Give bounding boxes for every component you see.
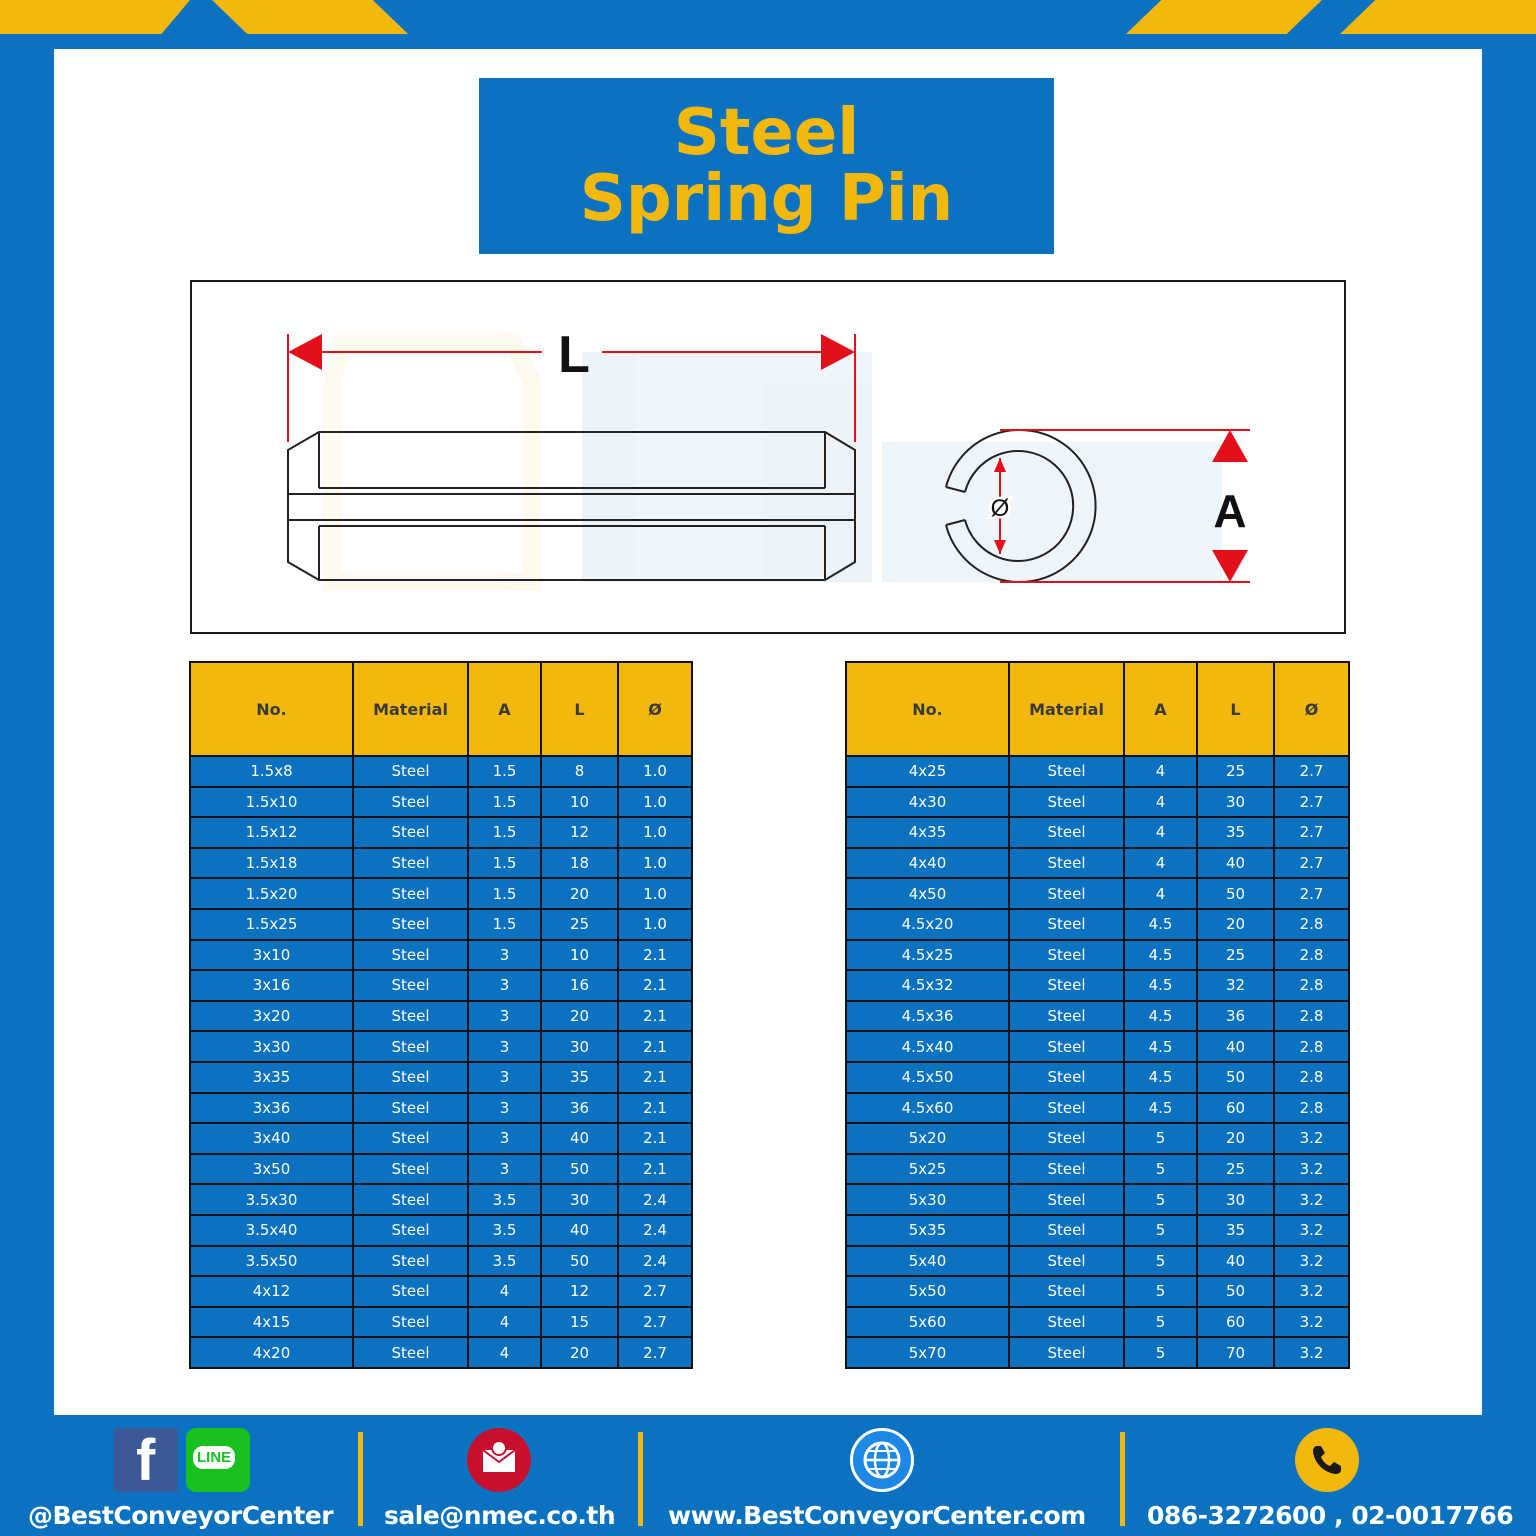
cell-material: Steel — [1009, 1123, 1124, 1154]
cell-diameter: 2.7 — [1274, 756, 1349, 787]
cell-no: 3x50 — [190, 1154, 353, 1185]
cell-diameter: 1.0 — [618, 909, 692, 940]
title-line-2: Spring Pin — [579, 162, 954, 236]
cell-l: 35 — [1197, 817, 1274, 848]
cell-material: Steel — [353, 909, 468, 940]
cell-no: 4.5x20 — [846, 909, 1009, 940]
cell-l: 30 — [541, 1031, 618, 1062]
cell-a: 4 — [1124, 848, 1197, 879]
table-row — [846, 1154, 1349, 1185]
cell-no: 4x30 — [846, 787, 1009, 818]
cell-diameter: 1.0 — [618, 787, 692, 818]
cell-a: 4.5 — [1124, 1031, 1197, 1062]
cell-no: 1.5x8 — [190, 756, 353, 787]
cell-no: 3.5x40 — [190, 1215, 353, 1246]
cell-material: Steel — [353, 787, 468, 818]
cell-l: 12 — [541, 1276, 618, 1307]
cell-material: Steel — [1009, 1031, 1124, 1062]
cell-a: 5 — [1124, 1215, 1197, 1246]
table-row — [190, 1123, 692, 1154]
table-row — [190, 1246, 692, 1277]
cell-diameter: 2.4 — [618, 1215, 692, 1246]
email-icon[interactable] — [467, 1428, 531, 1492]
cell-no: 4.5x40 — [846, 1031, 1009, 1062]
table-row — [190, 1062, 692, 1093]
cell-l: 50 — [541, 1154, 618, 1185]
table-row — [190, 1154, 692, 1185]
table-row — [846, 970, 1349, 1001]
cell-l: 20 — [1197, 1123, 1274, 1154]
cell-no: 3x35 — [190, 1062, 353, 1093]
cell-diameter: 2.1 — [618, 1031, 692, 1062]
cell-no: 4x15 — [190, 1307, 353, 1338]
cell-l: 40 — [541, 1123, 618, 1154]
table-row — [846, 1307, 1349, 1338]
cell-l: 20 — [541, 1337, 618, 1368]
top-stripe-3 — [1126, 0, 1322, 34]
cell-l: 70 — [1197, 1337, 1274, 1368]
cell-l: 50 — [1197, 878, 1274, 909]
cell-l: 15 — [541, 1307, 618, 1338]
cell-material: Steel — [1009, 1246, 1124, 1277]
cell-a: 4 — [1124, 756, 1197, 787]
cell-material: Steel — [1009, 1093, 1124, 1124]
cell-material: Steel — [1009, 970, 1124, 1001]
title-line-1: Steel — [673, 96, 860, 170]
table-row — [846, 909, 1349, 940]
cell-diameter: 2.7 — [1274, 787, 1349, 818]
cell-a: 4 — [1124, 878, 1197, 909]
table-row — [846, 817, 1349, 848]
table-row — [846, 1093, 1349, 1124]
cell-no: 4x50 — [846, 878, 1009, 909]
top-stripe-1 — [0, 0, 190, 34]
cell-l: 36 — [541, 1093, 618, 1124]
line-icon[interactable] — [186, 1428, 250, 1492]
cell-no: 4.5x60 — [846, 1093, 1009, 1124]
table-row — [190, 970, 692, 1001]
cell-l: 35 — [1197, 1215, 1274, 1246]
cell-a: 5 — [1124, 1276, 1197, 1307]
table-row — [190, 1031, 692, 1062]
cell-diameter: 2.7 — [1274, 878, 1349, 909]
cell-a: 3 — [468, 1001, 541, 1032]
cell-diameter: 2.7 — [618, 1337, 692, 1368]
cell-a: 4.5 — [1124, 940, 1197, 971]
footer-phone — [1135, 1420, 1530, 1536]
cell-no: 3.5x50 — [190, 1246, 353, 1277]
cell-diameter: 2.1 — [618, 1093, 692, 1124]
cell-a: 3 — [468, 1031, 541, 1062]
cell-l: 25 — [1197, 1154, 1274, 1185]
table-row — [846, 1276, 1349, 1307]
cell-diameter: 2.8 — [1274, 909, 1349, 940]
cell-material: Steel — [1009, 1184, 1124, 1215]
watermark-logo — [332, 342, 1222, 582]
cell-material: Steel — [353, 756, 468, 787]
globe-icon[interactable] — [850, 1428, 914, 1492]
cell-material: Steel — [353, 1093, 468, 1124]
cell-material: Steel — [1009, 1215, 1124, 1246]
phone-numbers[interactable]: 086-3272600 , 02-0017766 — [1147, 1501, 1514, 1530]
top-stripe-4 — [1340, 0, 1536, 34]
cell-diameter: 3.2 — [1274, 1276, 1349, 1307]
header-diameter: Ø — [1274, 662, 1349, 756]
footer-divider-1 — [358, 1432, 363, 1526]
cell-l: 30 — [1197, 1184, 1274, 1215]
cell-material: Steel — [1009, 787, 1124, 818]
diagram-svg — [192, 282, 1344, 632]
table-header-row — [190, 662, 692, 756]
header-l: L — [541, 662, 618, 756]
table-row — [190, 909, 692, 940]
cell-diameter: 2.8 — [1274, 1093, 1349, 1124]
facebook-icon[interactable] — [114, 1428, 178, 1492]
cell-a: 3 — [468, 1062, 541, 1093]
cell-l: 10 — [541, 940, 618, 971]
cell-a: 3 — [468, 1123, 541, 1154]
footer-contact-bar — [0, 1420, 1536, 1536]
cell-a: 4.5 — [1124, 970, 1197, 1001]
cell-diameter: 2.7 — [1274, 817, 1349, 848]
cell-diameter: 2.8 — [1274, 1001, 1349, 1032]
cell-a: 5 — [1124, 1184, 1197, 1215]
table-row — [190, 756, 692, 787]
cell-a: 3.5 — [468, 1184, 541, 1215]
cell-no: 1.5x20 — [190, 878, 353, 909]
table-row — [190, 848, 692, 879]
header-a: A — [468, 662, 541, 756]
cell-a: 4.5 — [1124, 909, 1197, 940]
top-stripe-2 — [212, 0, 408, 34]
table-row — [190, 1276, 692, 1307]
cell-no: 4.5x25 — [846, 940, 1009, 971]
table-row — [190, 940, 692, 971]
cell-l: 40 — [541, 1215, 618, 1246]
footer-website — [650, 1420, 1110, 1536]
cell-l: 50 — [541, 1246, 618, 1277]
cell-material: Steel — [353, 1031, 468, 1062]
table-row — [190, 1184, 692, 1215]
cell-a: 1.5 — [468, 909, 541, 940]
table-header-row — [846, 662, 1349, 756]
cell-material: Steel — [1009, 878, 1124, 909]
cell-a: 4.5 — [1124, 1062, 1197, 1093]
cell-no: 3x20 — [190, 1001, 353, 1032]
cell-l: 20 — [541, 878, 618, 909]
length-label: L — [558, 326, 590, 384]
cell-no: 5x40 — [846, 1246, 1009, 1277]
table-row — [190, 1001, 692, 1032]
cell-diameter: 2.8 — [1274, 1031, 1349, 1062]
cell-l: 40 — [1197, 848, 1274, 879]
footer-divider-2 — [638, 1432, 643, 1526]
table-row — [846, 787, 1349, 818]
cell-a: 1.5 — [468, 756, 541, 787]
cell-l: 16 — [541, 970, 618, 1001]
header-a: A — [1124, 662, 1197, 756]
cell-no: 5x60 — [846, 1307, 1009, 1338]
spec-table-left — [189, 661, 693, 1369]
cell-diameter: 1.0 — [618, 878, 692, 909]
cell-a: 5 — [1124, 1307, 1197, 1338]
table-row — [846, 940, 1349, 971]
cell-material: Steel — [353, 1062, 468, 1093]
cell-a: 4 — [468, 1337, 541, 1368]
footer-divider-3 — [1120, 1432, 1125, 1526]
inner-diameter-label: Ø — [990, 495, 1010, 522]
footer-social — [0, 1420, 350, 1536]
cell-a: 5 — [1124, 1123, 1197, 1154]
website-url[interactable]: www.BestConveyorCenter.com — [668, 1501, 1086, 1530]
cell-a: 3 — [468, 940, 541, 971]
cell-l: 36 — [1197, 1001, 1274, 1032]
table-row — [846, 1184, 1349, 1215]
cell-no: 3.5x30 — [190, 1184, 353, 1215]
cell-diameter: 2.7 — [618, 1307, 692, 1338]
cell-l: 50 — [1197, 1062, 1274, 1093]
cell-a: 3.5 — [468, 1215, 541, 1246]
table-row — [846, 1215, 1349, 1246]
cell-l: 20 — [541, 1001, 618, 1032]
cell-material: Steel — [1009, 909, 1124, 940]
cell-l: 60 — [1197, 1307, 1274, 1338]
table-row — [190, 878, 692, 909]
header-no: No. — [190, 662, 353, 756]
cell-diameter: 2.1 — [618, 1123, 692, 1154]
spec-table-right — [845, 661, 1350, 1369]
phone-icon[interactable] — [1295, 1428, 1359, 1492]
cell-no: 4.5x36 — [846, 1001, 1009, 1032]
cell-no: 3x16 — [190, 970, 353, 1001]
table-row — [190, 1215, 692, 1246]
line-glyph: LINE — [193, 1446, 235, 1469]
cell-no: 3x40 — [190, 1123, 353, 1154]
cell-l: 40 — [1197, 1246, 1274, 1277]
cell-diameter: 3.2 — [1274, 1154, 1349, 1185]
cell-no: 4.5x50 — [846, 1062, 1009, 1093]
cell-material: Steel — [1009, 1154, 1124, 1185]
cell-no: 5x20 — [846, 1123, 1009, 1154]
cell-no: 5x30 — [846, 1184, 1009, 1215]
cell-no: 4x25 — [846, 756, 1009, 787]
cell-no: 4x12 — [190, 1276, 353, 1307]
cell-diameter: 2.1 — [618, 970, 692, 1001]
cell-material: Steel — [1009, 1337, 1124, 1368]
cell-l: 30 — [1197, 787, 1274, 818]
cell-no: 4x35 — [846, 817, 1009, 848]
cell-no: 3x10 — [190, 940, 353, 971]
header-material: Material — [1009, 662, 1124, 756]
cell-no: 1.5x18 — [190, 848, 353, 879]
table-row — [190, 817, 692, 848]
cell-no: 3x30 — [190, 1031, 353, 1062]
cell-diameter: 1.0 — [618, 756, 692, 787]
table-row — [846, 1246, 1349, 1277]
cell-material: Steel — [353, 1307, 468, 1338]
cell-material: Steel — [1009, 848, 1124, 879]
cell-l: 40 — [1197, 1031, 1274, 1062]
cell-l: 25 — [541, 909, 618, 940]
cell-l: 12 — [541, 817, 618, 848]
cell-diameter: 2.8 — [1274, 970, 1349, 1001]
cell-material: Steel — [353, 1154, 468, 1185]
cell-l: 32 — [1197, 970, 1274, 1001]
table-row — [190, 1337, 692, 1368]
cell-diameter: 2.4 — [618, 1184, 692, 1215]
cell-no: 5x25 — [846, 1154, 1009, 1185]
header-no: No. — [846, 662, 1009, 756]
cell-l: 30 — [541, 1184, 618, 1215]
cell-l: 18 — [541, 848, 618, 879]
cell-a: 1.5 — [468, 787, 541, 818]
cell-a: 1.5 — [468, 817, 541, 848]
table-row — [846, 1337, 1349, 1368]
cell-a: 4 — [468, 1307, 541, 1338]
cell-a: 1.5 — [468, 878, 541, 909]
cell-diameter: 1.0 — [618, 848, 692, 879]
cell-l: 35 — [541, 1062, 618, 1093]
cell-material: Steel — [1009, 1062, 1124, 1093]
cell-diameter: 3.2 — [1274, 1215, 1349, 1246]
cell-no: 4.5x32 — [846, 970, 1009, 1001]
table-row — [190, 787, 692, 818]
header-material: Material — [353, 662, 468, 756]
cell-a: 4 — [1124, 787, 1197, 818]
cell-no: 5x70 — [846, 1337, 1009, 1368]
cell-material: Steel — [353, 970, 468, 1001]
cell-diameter: 2.1 — [618, 1062, 692, 1093]
cell-a: 5 — [1124, 1337, 1197, 1368]
cell-material: Steel — [353, 1184, 468, 1215]
cell-material: Steel — [353, 1123, 468, 1154]
cell-material: Steel — [353, 1337, 468, 1368]
cell-material: Steel — [353, 1246, 468, 1277]
cell-l: 50 — [1197, 1276, 1274, 1307]
cell-a: 5 — [1124, 1154, 1197, 1185]
cell-material: Steel — [1009, 940, 1124, 971]
cell-no: 3x36 — [190, 1093, 353, 1124]
cell-material: Steel — [1009, 756, 1124, 787]
table-row — [846, 1123, 1349, 1154]
cell-a: 4 — [468, 1276, 541, 1307]
header-diameter: Ø — [618, 662, 692, 756]
cell-a: 3 — [468, 1093, 541, 1124]
table-row — [190, 1093, 692, 1124]
cell-l: 25 — [1197, 756, 1274, 787]
cell-no: 4x40 — [846, 848, 1009, 879]
cell-a: 3.5 — [468, 1246, 541, 1277]
cell-diameter: 2.7 — [618, 1276, 692, 1307]
cell-material: Steel — [353, 817, 468, 848]
cell-l: 25 — [1197, 940, 1274, 971]
spring-pin-diagram — [190, 280, 1346, 634]
social-handle[interactable]: @BestConveyorCenter — [28, 1501, 334, 1530]
cell-material: Steel — [353, 878, 468, 909]
cell-diameter: 2.1 — [618, 940, 692, 971]
cell-diameter: 2.1 — [618, 1001, 692, 1032]
table-row — [846, 1062, 1349, 1093]
cell-diameter: 3.2 — [1274, 1123, 1349, 1154]
cell-no: 4x20 — [190, 1337, 353, 1368]
cell-material: Steel — [353, 940, 468, 971]
cell-a: 1.5 — [468, 848, 541, 879]
cell-diameter: 3.2 — [1274, 1337, 1349, 1368]
cell-no: 5x50 — [846, 1276, 1009, 1307]
cell-l: 20 — [1197, 909, 1274, 940]
cell-no: 5x35 — [846, 1215, 1009, 1246]
table-row — [846, 1001, 1349, 1032]
cell-l: 60 — [1197, 1093, 1274, 1124]
cell-diameter: 1.0 — [618, 817, 692, 848]
email-address[interactable]: sale@nmec.co.th — [384, 1501, 616, 1530]
cell-l: 10 — [541, 787, 618, 818]
outer-diameter-label: A — [1213, 485, 1247, 537]
cell-diameter: 2.4 — [618, 1246, 692, 1277]
cell-a: 4.5 — [1124, 1093, 1197, 1124]
cell-material: Steel — [353, 1215, 468, 1246]
cell-diameter: 2.1 — [618, 1154, 692, 1185]
facebook-glyph: f — [136, 1428, 156, 1493]
table-row — [846, 756, 1349, 787]
cell-l: 8 — [541, 756, 618, 787]
cell-diameter: 3.2 — [1274, 1307, 1349, 1338]
cell-no: 1.5x10 — [190, 787, 353, 818]
cell-no: 1.5x25 — [190, 909, 353, 940]
cell-material: Steel — [1009, 1276, 1124, 1307]
cell-material: Steel — [1009, 1307, 1124, 1338]
cell-a: 3 — [468, 970, 541, 1001]
table-row — [846, 878, 1349, 909]
cell-material: Steel — [353, 1276, 468, 1307]
cell-diameter: 3.2 — [1274, 1246, 1349, 1277]
cell-a: 4 — [1124, 817, 1197, 848]
cell-no: 1.5x12 — [190, 817, 353, 848]
cell-material: Steel — [353, 848, 468, 879]
cell-material: Steel — [353, 1001, 468, 1032]
header-l: L — [1197, 662, 1274, 756]
table-row — [846, 1031, 1349, 1062]
cell-diameter: 2.8 — [1274, 940, 1349, 971]
cell-material: Steel — [1009, 817, 1124, 848]
title-banner — [479, 78, 1054, 254]
cell-material: Steel — [1009, 1001, 1124, 1032]
cell-a: 4.5 — [1124, 1001, 1197, 1032]
cell-a: 5 — [1124, 1246, 1197, 1277]
cell-diameter: 2.7 — [1274, 848, 1349, 879]
cell-diameter: 2.8 — [1274, 1062, 1349, 1093]
cell-diameter: 3.2 — [1274, 1184, 1349, 1215]
cell-a: 3 — [468, 1154, 541, 1185]
table-row — [190, 1307, 692, 1338]
footer-email — [370, 1420, 630, 1536]
table-row — [846, 848, 1349, 879]
